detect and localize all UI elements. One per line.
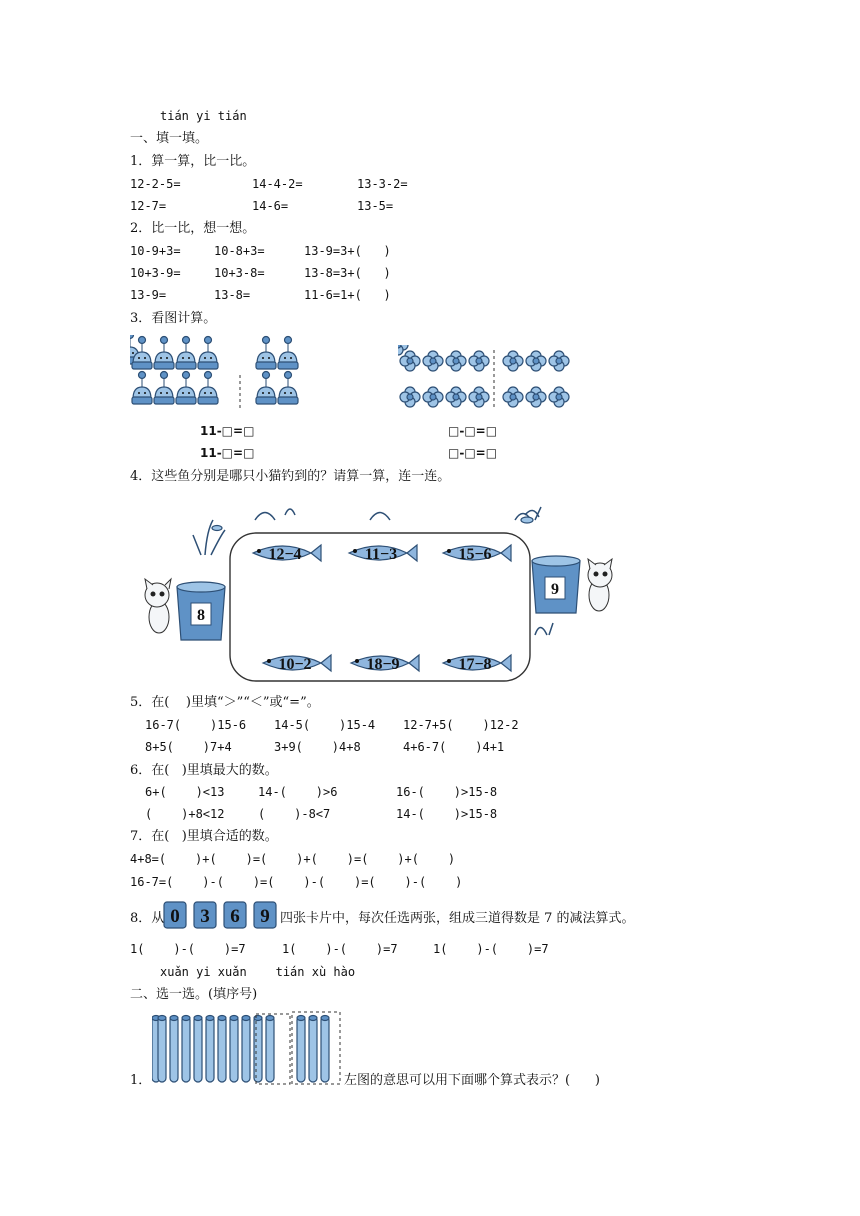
section-2-question-number: 1． xyxy=(130,1073,152,1088)
inequality: 14-( )>6 xyxy=(258,785,338,799)
equation: 11-□=□ xyxy=(200,424,255,438)
number-card xyxy=(224,902,246,928)
answer-equation: 1( )-( )=7 xyxy=(130,942,246,956)
question-8-text: 四张卡片中，每次任选两张，组成三道得数是 7 的减法算式。 xyxy=(280,911,635,926)
inequality: 14-( )>15-8 xyxy=(396,807,498,821)
fish-3 xyxy=(443,545,511,563)
bucket-left-number: 8 xyxy=(197,607,205,624)
equation: 14-6= xyxy=(252,199,289,213)
equation: 13-8= xyxy=(214,288,251,302)
number-cards xyxy=(162,900,280,930)
fish-3-label: 15−6 xyxy=(458,546,492,563)
question-2-title: 2．比一比，想一想。 xyxy=(130,221,256,236)
bud-icon xyxy=(521,517,533,523)
equation-chain: 16-7=( )-( )=( )-( )=( )-( ) xyxy=(130,875,463,889)
sticks-illustration xyxy=(152,1010,344,1086)
section-1-title: 一、填一填。 xyxy=(130,131,209,146)
chicks-illustration xyxy=(130,335,310,415)
answer-equation: 1( )-( )=7 xyxy=(282,942,398,956)
fish-6-label: 17−8 xyxy=(458,656,492,673)
number-card xyxy=(194,902,216,928)
comparison: 16-7( )15-6 xyxy=(145,718,247,732)
card-number: 6 xyxy=(230,906,240,927)
equation: 14-4-2= xyxy=(252,177,303,191)
inequality: 6+( )<13 xyxy=(145,785,225,799)
comparison: 8+5( )7+4 xyxy=(145,740,232,754)
equation: 10-8+3= xyxy=(214,244,265,258)
equation: □-□=□ xyxy=(448,424,498,438)
plant-icon xyxy=(193,520,225,555)
equation: 10+3-8= xyxy=(214,266,265,280)
plant-icon xyxy=(535,623,553,635)
flowers-illustration xyxy=(398,345,578,415)
section-2-title: 二、选一选。(填序号) xyxy=(130,987,258,1002)
plant-icon xyxy=(255,509,295,520)
fishing-cats-illustration xyxy=(135,495,625,690)
bucket-right-number: 9 xyxy=(551,581,559,598)
plant-icon xyxy=(370,513,531,521)
question-4-title: 4．这些鱼分别是哪只小猫钓到的？请算一算，连一连。 xyxy=(130,469,451,484)
equation: 10+3-9= xyxy=(130,266,181,280)
fish-2-label: 11−3 xyxy=(364,546,398,563)
equation: 10-9+3= xyxy=(130,244,181,258)
inequality: ( )+8<12 xyxy=(145,807,225,821)
equation: 13-3-2= xyxy=(357,177,408,191)
pinyin-annotation: tián yi tián xyxy=(160,109,247,123)
comparison: 3+9( )4+8 xyxy=(274,740,361,754)
question-7-title: 7．在( )里填合适的数。 xyxy=(130,829,278,844)
question-3-title: 3．看图计算。 xyxy=(130,311,217,326)
equation: 13-5= xyxy=(357,199,394,213)
comparison: 4+6-7( )4+1 xyxy=(403,740,505,754)
number-card xyxy=(254,902,276,928)
fish-1 xyxy=(253,545,321,563)
inequality: 16-( )>15-8 xyxy=(396,785,498,799)
equation-chain: 4+8=( )+( )=( )+( )=( )+( ) xyxy=(130,852,456,866)
equation: 11-□=□ xyxy=(200,446,255,460)
fish-4-label: 10−2 xyxy=(278,656,312,673)
fish-5 xyxy=(351,655,419,673)
question-6-title: 6．在( )里填最大的数。 xyxy=(130,763,278,778)
cat-right-icon xyxy=(588,559,612,611)
inequality: ( )-8<7 xyxy=(258,807,331,821)
question-5-title: 5．在( )里填“＞”“＜”或“=”。 xyxy=(130,695,320,710)
section-2-question-text: 左图的意思可以用下面哪个算式表示？( ) xyxy=(344,1073,600,1088)
question-1-title: 1．算一算，比一比。 xyxy=(130,154,256,169)
equation: 12-7= xyxy=(130,199,167,213)
fish-6 xyxy=(443,655,511,673)
fish-2 xyxy=(349,545,417,563)
fish-4 xyxy=(263,655,331,673)
pinyin-annotation: xuǎn yi xuǎn tián xù hào xyxy=(160,965,356,979)
card-number: 0 xyxy=(170,906,180,927)
equation: 12-2-5= xyxy=(130,177,181,191)
card-number: 9 xyxy=(260,906,270,927)
comparison: 14-5( )15-4 xyxy=(274,718,376,732)
equation: 13-9=3+( ) xyxy=(304,244,391,258)
card-number: 3 xyxy=(200,906,210,927)
answer-equation: 1( )-( )=7 xyxy=(433,942,549,956)
bud-icon xyxy=(212,526,222,531)
question-8-prefix: 8．从 xyxy=(130,911,165,926)
equation: 11-6=1+( ) xyxy=(304,288,391,302)
cat-left-icon xyxy=(145,579,171,633)
equation: 13-9= xyxy=(130,288,167,302)
number-card xyxy=(164,902,186,928)
comparison: 12-7+5( )12-2 xyxy=(403,718,519,732)
fish-1-label: 12−4 xyxy=(268,546,302,563)
fish-5-label: 18−9 xyxy=(366,656,400,673)
equation: □-□=□ xyxy=(448,446,498,460)
equation: 13-8=3+( ) xyxy=(304,266,391,280)
